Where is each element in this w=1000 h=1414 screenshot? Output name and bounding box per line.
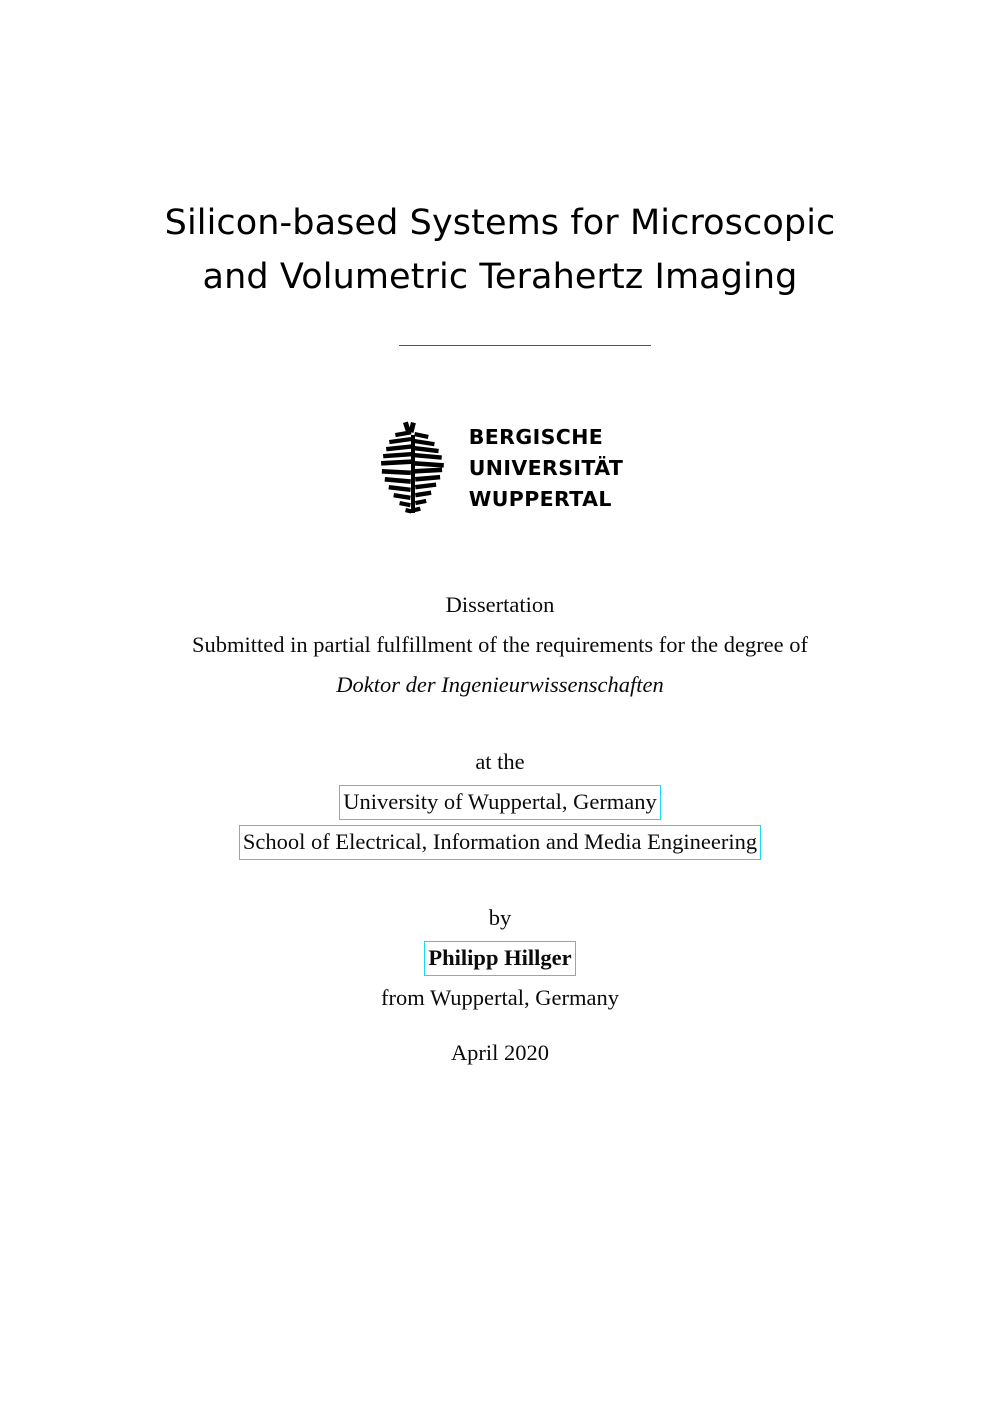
institution-name: University of Wuppertal, Germany — [339, 785, 661, 820]
date-section — [0, 1033, 1000, 1073]
submission-text: Submitted in partial fulfillment of the requirements for the degree of — [191, 632, 809, 657]
title-line-2: and Volumetric Terahertz Imaging — [202, 257, 798, 297]
dissertation-label: Dissertation — [445, 592, 555, 617]
institution-row — [0, 782, 1000, 822]
by-label: by — [488, 905, 512, 930]
author-name: Philipp Hillger — [424, 941, 575, 976]
logo-text-line-1: BERGISCHE — [468, 424, 604, 449]
bergische-universitaet-wuppertal-logo-icon — [377, 421, 449, 515]
school-row — [0, 822, 1000, 862]
logo-text-line-2: UNIVERSITÄT — [468, 455, 624, 480]
publication-date: April 2020 — [450, 1040, 550, 1065]
logo-text-line-3: WUPPERTAL — [468, 486, 612, 511]
dissertation-section — [0, 585, 1000, 705]
author-section — [0, 898, 1000, 1018]
school-name: School of Electrical, Information and Media Engineering — [239, 825, 761, 860]
title-line-1: Silicon-based Systems for Microscopic — [164, 203, 836, 243]
logo-wordmark — [469, 422, 624, 515]
author-row — [0, 938, 1000, 978]
at-the-label: at the — [475, 749, 525, 774]
degree-name: Doktor der Ingenieurwissenschaften — [336, 672, 664, 697]
page-title — [0, 196, 1000, 304]
divider — [399, 345, 651, 346]
university-logo — [0, 421, 1000, 515]
author-origin: from Wuppertal, Germany — [381, 985, 619, 1010]
institution-section — [0, 742, 1000, 862]
